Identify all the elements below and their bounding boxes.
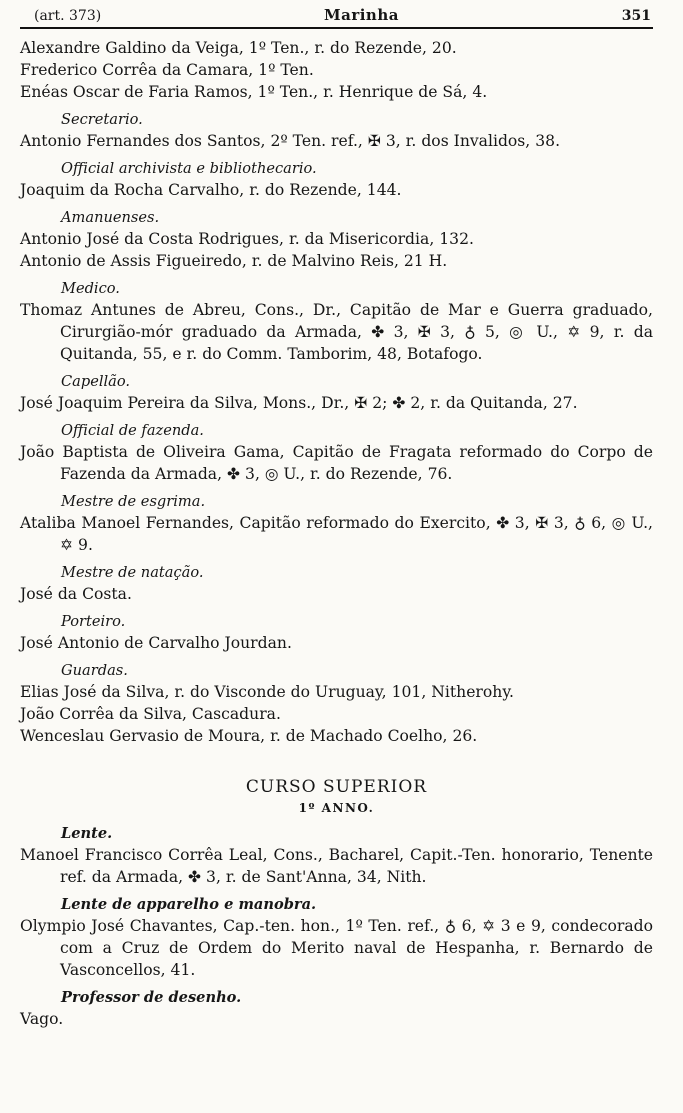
section-title: CURSO SUPERIOR: [245, 777, 428, 797]
role-heading: Mestre de esgrima.: [61, 493, 206, 510]
person-entry: José da Costa.: [20, 585, 132, 603]
person-entry: Alexandre Galdino da Veiga, 1º Ten., r. do Rezende, 20.: [20, 39, 457, 57]
role-heading: Official archivista e bibliothecario.: [61, 160, 317, 177]
role-heading: Amanuenses.: [61, 209, 160, 226]
header-title: Marinha: [324, 6, 399, 24]
role-heading: Professor de desenho.: [61, 989, 242, 1006]
page-header: [20, 6, 653, 29]
role-heading: Mestre de natação.: [61, 564, 204, 581]
person-entry: José Joaquim Pereira da Silva, Mons., Dr., ✠ 2; ✤ 2, r. da Quitanda, 27.: [20, 394, 578, 412]
person-entry: João Baptista de Oliveira Gama, Capitão de Fragata reformado do Corpo de Fazenda da Armada, ✤ 3, ◎ U., r. do Rezende, 76.: [20, 443, 653, 483]
role-heading: Capellão.: [61, 373, 131, 390]
person-entry: João Corrêa da Silva, Cascadura.: [20, 705, 281, 723]
person-entry: Wenceslau Gervasio de Moura, r. de Machado Coelho, 26.: [20, 727, 478, 745]
role-heading: Porteiro.: [61, 613, 126, 630]
person-entry: José Antonio de Carvalho Jourdan.: [20, 634, 292, 652]
role-heading: Medico.: [61, 280, 120, 297]
role-heading: Secretario.: [61, 111, 143, 128]
person-entry: Vago.: [20, 1010, 64, 1028]
person-entry: Thomaz Antunes de Abreu, Cons., Dr., Capitão de Mar e Guerra graduado, Cirurgião-mór graduado da Armada, ✤ 3, ✠ 3, ♁ 5, ◎ U., ✡ 9, r. da Quitanda, 55, e r. do Comm. Tamborim, 48, Botafogo.: [20, 301, 653, 363]
person-entry: Joaquim da Rocha Carvalho, r. do Rezende, 144.: [20, 181, 402, 199]
staff-list: [20, 37, 653, 747]
person-entry: Ataliba Manoel Fernandes, Capitão reformado do Exercito, ✤ 3, ✠ 3, ♁ 6, ◎ U., ✡ 9.: [20, 514, 653, 554]
document-page: [20, 6, 653, 1030]
role-heading: Official de fazenda.: [61, 422, 204, 439]
header-article-ref: (art. 373): [34, 8, 102, 24]
role-heading: Lente de apparelho e manobra.: [61, 896, 317, 913]
person-entry: Elias José da Silva, r. do Visconde do Uruguay, 101, Nitherohy.: [20, 683, 515, 701]
person-entry: Olympio José Chavantes, Cap.-ten. hon., 1º Ten. ref., ♁ 6, ✡ 3 e 9, condecorado com a Cruz de Ordem do Merito naval de Hespanha, r. Bernardo de Vasconcellos, 41.: [20, 917, 653, 979]
role-heading: Lente.: [61, 825, 113, 842]
role-heading: Guardas.: [61, 662, 128, 679]
person-entry: Enéas Oscar de Faria Ramos, 1º Ten., r. Henrique de Sá, 4.: [20, 83, 488, 101]
person-entry: Antonio Fernandes dos Santos, 2º Ten. ref., ✠ 3, r. dos Invalidos, 38.: [20, 132, 561, 150]
person-entry: Manoel Francisco Corrêa Leal, Cons., Bacharel, Capit.-Ten. honorario, Tenente ref. da Armada, ✤ 3, r. de Sant'Anna, 34, Nith.: [20, 846, 653, 886]
person-entry: Antonio José da Costa Rodrigues, r. da Misericordia, 132.: [20, 230, 474, 248]
section-staff-list: [20, 823, 653, 1030]
page-number: 351: [621, 8, 651, 24]
section-subtitle: 1º ANNO.: [298, 801, 375, 815]
person-entry: Frederico Corrêa da Camara, 1º Ten.: [20, 61, 314, 79]
person-entry: Antonio de Assis Figueiredo, r. de Malvino Reis, 21 H.: [20, 252, 448, 270]
